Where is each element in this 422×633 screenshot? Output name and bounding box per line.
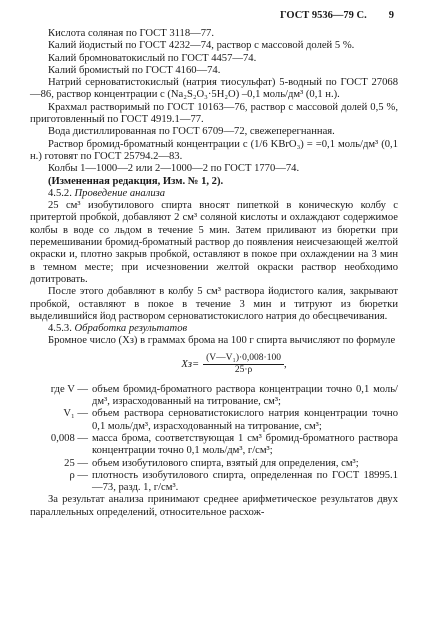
formula-fraction xyxy=(203,353,284,376)
section-number: 4.5.2. xyxy=(48,187,72,199)
definition-text: масса брома, соответствующая 1 см³ бромид-броматного раствора концентрации точно 0,1 моль/дм³, г/см³; xyxy=(92,432,398,457)
standard-code: ГОСТ 9536—79 С. xyxy=(279,10,367,21)
reagent-item: Калий бромноватокислый по ГОСТ 4457—74. xyxy=(48,52,257,64)
page-number: 9 xyxy=(388,10,394,21)
formula-intro: Бромное число (Xз) в граммах брома на 100 г спирта вычисляют по формуле xyxy=(48,335,396,347)
reagent-item: Натрий серноватистокислый (натрия тиосульфат) 5-водный по ГОСТ 27068—86, раствор концентрации с (Na₂S₂O₃·5H₂O) –0,1 моль/дм³ (0,1 н.). xyxy=(30,77,398,101)
definition-row xyxy=(30,470,398,495)
bromine-number-formula xyxy=(70,348,398,382)
section-heading-4-5-2 xyxy=(30,188,398,200)
definition-row xyxy=(30,458,398,470)
page-header xyxy=(30,10,398,28)
reagent-item: Калий бромистый по ГОСТ 4160—74. xyxy=(48,64,221,76)
reagents-list xyxy=(30,28,398,176)
reagent-item: Раствор бромид-броматный концентрации с (1/6 KBrO₃) = =0,1 моль/дм³ (0,1 н.) готовят по ГОСТ 25794.2—83. xyxy=(30,138,398,162)
reagent-item: Вода дистиллированная по ГОСТ 6709—72, свежеперегнанная. xyxy=(48,126,335,138)
formula-denominator: 25·ρ xyxy=(234,365,253,376)
variable-definitions xyxy=(30,384,398,495)
definition-text: плотность изобутилового спирта, определенная по ГОСТ 18995.1—73, разд. 1, г/см³. xyxy=(92,469,398,494)
definition-symbol: 25 — xyxy=(64,457,88,469)
formula-comma: , xyxy=(283,358,287,370)
reagent-item: Крахмал растворимый по ГОСТ 10163—76, раствор с массовой долей 0,5 %, приготовленный по ГОСТ 4919.1—77. xyxy=(30,101,398,126)
formula-lhs: Xз= xyxy=(181,358,200,370)
formula-numerator: (V—V₁)·0,008·100 xyxy=(203,353,284,365)
definition-symbol: 0,008 — xyxy=(50,432,88,444)
section-title: Обработка результатов xyxy=(74,323,188,335)
definition-text: объем бромид-броматного раствора концентрации точно 0,1 моль/дм³, израсходованный на титрование, см³; xyxy=(92,383,398,408)
definition-symbol: ρ — xyxy=(69,469,88,481)
reagent-item: Калий йодистый по ГОСТ 4232—74, раствор с массовой долей 5 %. xyxy=(48,40,355,52)
section-title: Проведение анализа xyxy=(74,187,166,199)
definition-symbol: V₁ — xyxy=(63,408,88,420)
definition-text: объем изобутилового спирта, взятый для определения, см³; xyxy=(92,457,359,469)
closing-paragraph: За результат анализа принимают среднее арифметическое результатов двух параллельных определений, относительное расхож- xyxy=(30,494,398,518)
amendment-note: (Измененная редакция, Изм. № 1, 2). xyxy=(48,175,224,187)
analysis-paragraph-2: После этого добавляют в колбу 5 см³ раствора йодистого калия, закрывают пробкой, оставляют в покое в течение 3 мин и титруют из бюретки выделившийся йод раствором серноватистокислого натрия до обесцвечивания. xyxy=(30,286,398,322)
definition-symbol: где V — xyxy=(50,383,88,395)
reagent-item: Кислота соляная по ГОСТ 3118—77. xyxy=(48,28,214,39)
analysis-paragraph-1: 25 см³ изобутилового спирта вносят пипеткой в коническую колбу с притертой пробкой, добавляют 2 см³ соляной кислоты и охлаждают содержимое колбы в воде со льдом в течение 5 мин. Затем приливают из бюретки при перемешивании бромид-броматный раствор до появления неисчезающей желтой окраски и, плотно закрыв пробкой, оставляют в покое при охлаждении на 3 мин в темном месте; при исчезновении желтой окраски раствор необходимо дотитровать. xyxy=(30,200,398,285)
definition-row xyxy=(30,433,398,458)
reagent-item: Колбы 1—1000—2 или 2—1000—2 по ГОСТ 1770—74. xyxy=(48,163,300,175)
definition-row xyxy=(30,384,398,409)
definition-text: объем раствора серноватистокислого натрия концентрации точно 0,1 моль/дм³, израсходованный на титрование, см³; xyxy=(92,408,398,432)
section-number: 4.5.3. xyxy=(48,323,72,335)
definition-row xyxy=(30,408,398,433)
section-heading-4-5-3 xyxy=(30,323,398,335)
